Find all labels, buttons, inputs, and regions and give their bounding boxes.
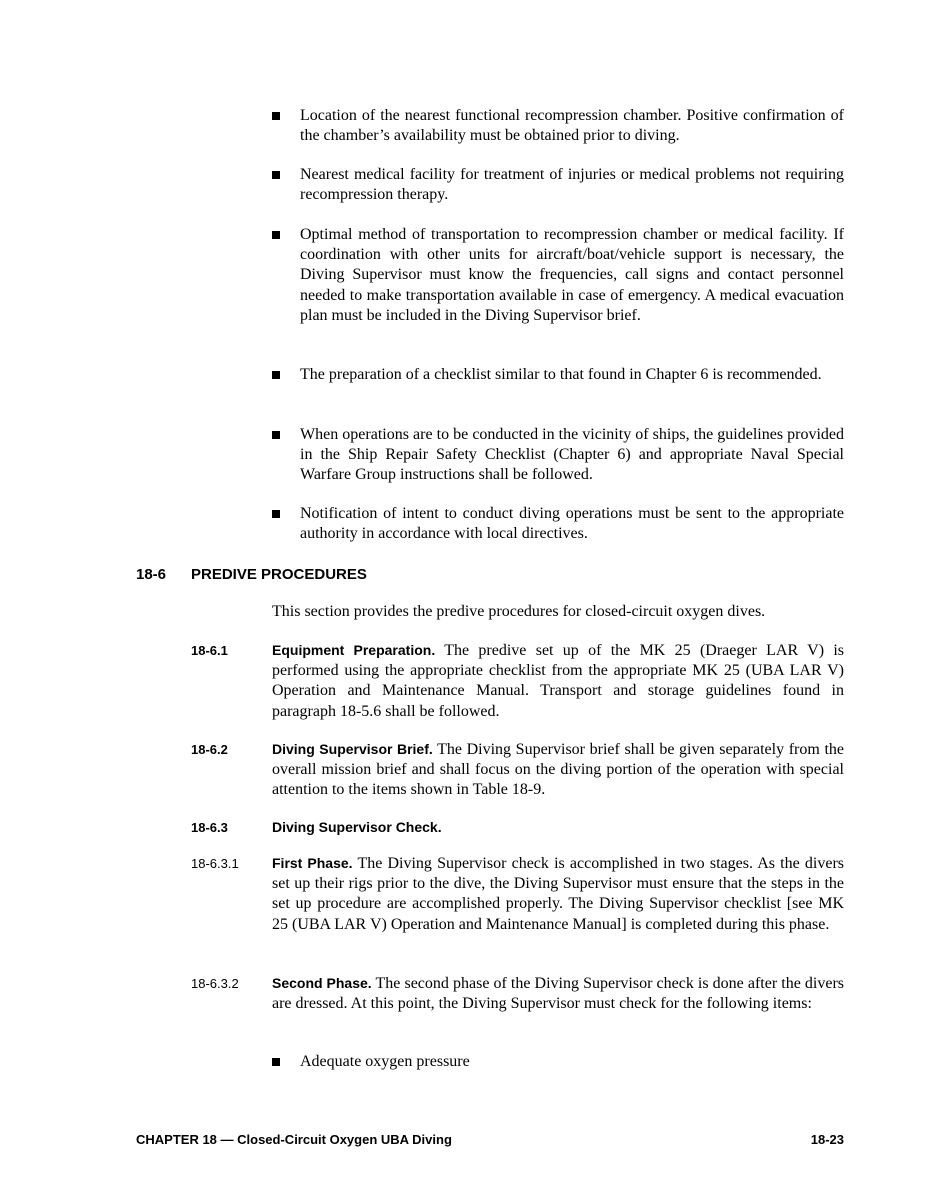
paragraph-heading: Second Phase.	[272, 975, 372, 991]
paragraph-number: 18-6.3	[191, 820, 228, 835]
square-bullet-icon	[272, 510, 280, 518]
paragraph-text: The second phase of the Diving Supervisor check is done after the divers are dressed. At this point, the Diving Supervisor must check for the following items:	[272, 975, 844, 1013]
square-bullet-icon	[272, 371, 280, 379]
bullet-text: When operations are to be conducted in the vicinity of ships, the guidelines provided in the Ship Repair Safety Checklist (Chapter 6) and appropriate Naval Special Warfare Group instructions shall be followed.	[300, 426, 844, 484]
paragraph-heading: Equipment Preparation.	[272, 642, 436, 658]
paragraph-heading: Diving Supervisor Check.	[272, 819, 442, 835]
bullet-text: The preparation of a checklist similar to that found in Chapter 6 is recommended.	[300, 366, 822, 383]
paragraph-heading: Diving Supervisor Brief.	[272, 741, 433, 757]
paragraph-number: 18-6.3.2	[191, 976, 239, 991]
bullet-text: Optimal method of transportation to recompression chamber or medical facility. If coordination with other units for aircraft/boat/vehicle support is necessary, the Diving Supervisor must know the frequencies, call signs and contact personnel needed to make transportation available in case of emergency. A medical evacuation plan must be included in the Diving Supervisor brief.	[300, 226, 844, 324]
paragraph-second-phase	[272, 973, 844, 1014]
paragraph-text: The predive set up of the MK 25 (Draeger LAR V) is performed using the appropriate checklist from the appropriate MK 25 (UBA LAR V) Operation and Maintenance Manual. Transport and storage guidelines found in paragraph 18-5.6 shall be followed.	[272, 642, 844, 720]
bullet-text: Location of the nearest functional recompression chamber. Positive confirmation of the chamber’s availability must be obtained prior to diving.	[300, 107, 844, 145]
bullet-text: Notification of intent to conduct diving operations must be sent to the appropriate authority in accordance with local directives.	[300, 505, 844, 543]
paragraph-text: The Diving Supervisor check is accomplished in two stages. As the divers set up their rigs prior to the dive, the Diving Supervisor must ensure that the steps in the set up procedure are accomplished properly. The Diving Supervisor checklist [see MK 25 (UBA LAR V) Operation and Maintenance Manual] is completed during this phase.	[272, 855, 845, 933]
bullet-text: Nearest medical facility for treatment of injuries or medical problems not requiring recompression therapy.	[300, 166, 844, 204]
bullet-text: Adequate oxygen pressure	[300, 1053, 470, 1070]
paragraph-supervisor-check	[272, 817, 844, 838]
paragraph-heading: First Phase.	[272, 855, 353, 871]
paragraph-text: The Diving Supervisor brief shall be given separately from the overall mission brief and shall focus on the diving portion of the operation with special attention to the items shown in Table 18-9.	[272, 741, 844, 799]
footer-page-number: 18-23	[810, 1132, 844, 1147]
square-bullet-icon	[272, 1058, 280, 1066]
paragraph-equipment-preparation	[272, 640, 844, 722]
square-bullet-icon	[272, 431, 280, 439]
paragraph-number: 18-6.2	[191, 742, 228, 757]
square-bullet-icon	[272, 171, 280, 179]
square-bullet-icon	[272, 231, 280, 239]
paragraph-number: 18-6.1	[191, 643, 228, 658]
paragraph-number: 18-6.3.1	[191, 856, 239, 871]
section-number: 18-6	[136, 566, 167, 583]
paragraph-first-phase	[272, 853, 844, 935]
paragraph-supervisor-brief	[272, 739, 844, 801]
footer-chapter-title: CHAPTER 18 — Closed-Circuit Oxygen UBA Diving	[136, 1132, 452, 1147]
section-intro: This section provides the predive procedures for closed-circuit oxygen dives.	[272, 603, 766, 620]
section-title: PREDIVE PROCEDURES	[191, 566, 367, 583]
square-bullet-icon	[272, 112, 280, 120]
